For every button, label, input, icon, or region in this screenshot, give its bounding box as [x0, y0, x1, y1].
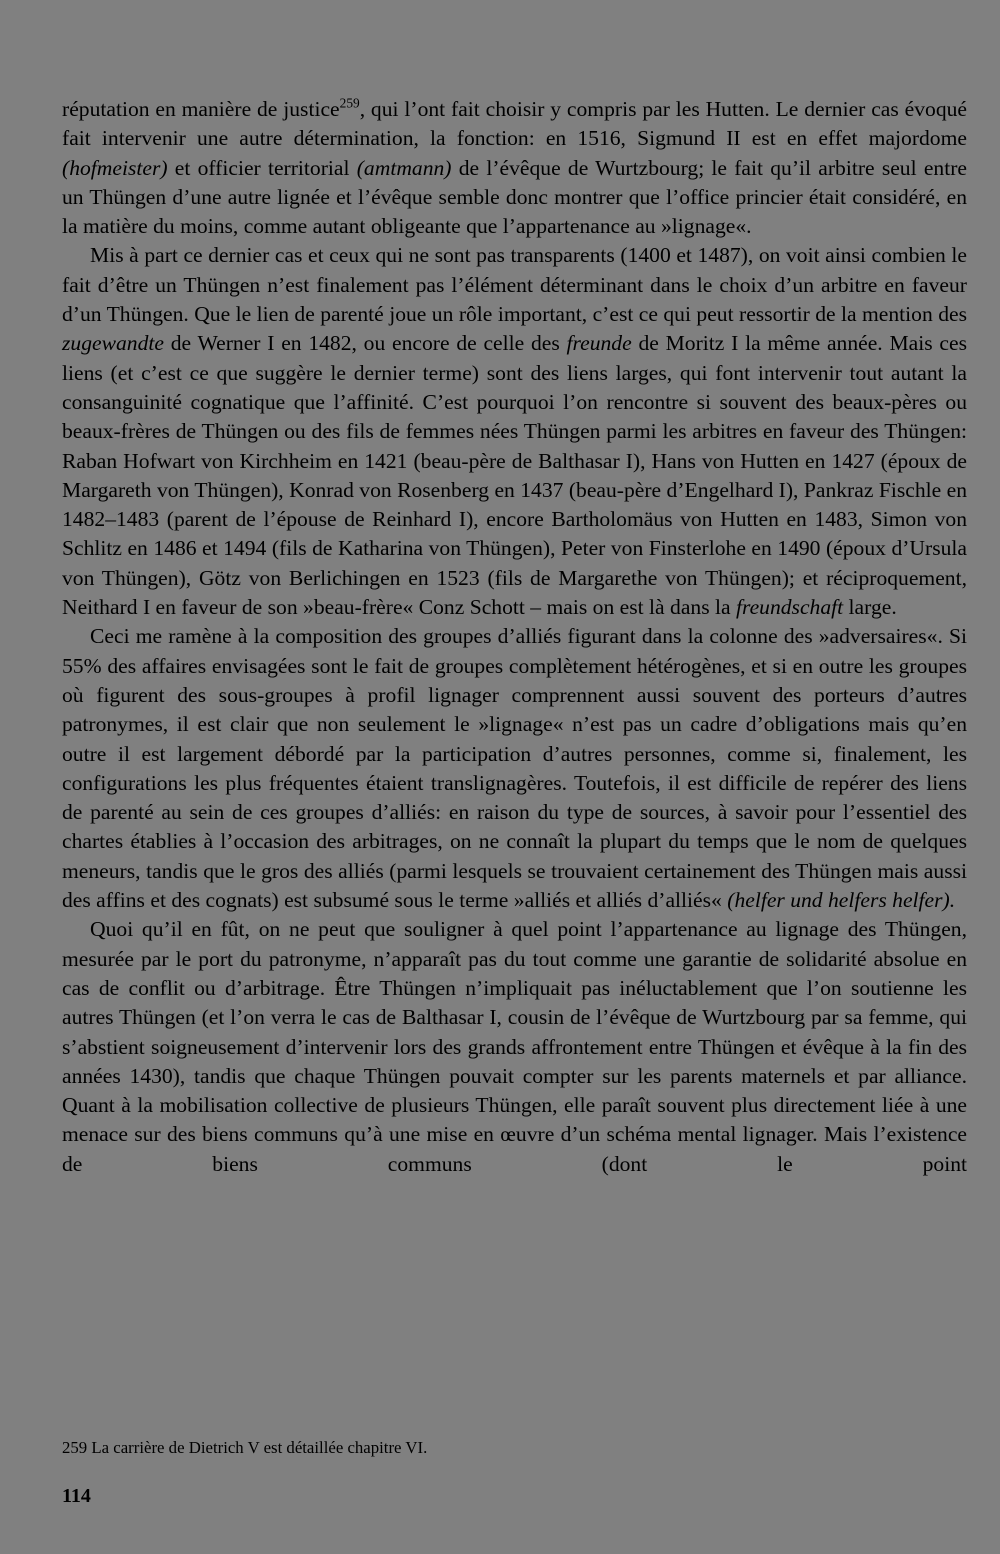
text-run: Quoi qu’il en fût, on ne peut que souligner à quel point l’appartenance au lignage des Thüngen, mesurée par le port du patronyme, n’apparaît pas du tout comme une garantie de solidarité absolue en cas de conflit ou d’arbitrage. Être Thüngen n’impliquait pas inéluctablement que l’on soutienne les autres Thüngen (et l’on verra le cas de Balthasar I, cousin de l’évêque de Wurtzbourg par sa femme, qui s’abstient soigneusement d’intervenir lors des grands affrontement entre Thüngen et évêque à la fin des années 1430), tandis que chaque Thüngen pouvait compter sur les parents maternels et par alliance. Quant à la mobilisation collective de plusieurs Thüngen, elle paraît souvent plus directement liée à une menace sur des biens communs qu’à une mise en œuvre d’un schéma mental lignager. Mais l’existence de biens communs (dont le point: [62, 917, 967, 1176]
text-run: , qui l’ont fait choisir y compris par les Hutten. Le dernier cas évoqué fait intervenir une autre détermination, la fonction: en 1516, Sigmund II est en effet majordome: [62, 97, 967, 151]
footnote-reference[interactable]: 259: [339, 95, 360, 111]
text-run: Mis à part ce dernier cas et ceux qui ne sont pas transparents (1400 et 1487), on voit ainsi combien le fait d’être un Thüngen n’est finalement pas l’élément déterminant dans le choix d’un arbitre en faveur d’un Thüngen. Que le lien de parenté joue un rôle important, c’est ce qui peut ressortir de la mention des: [62, 243, 967, 327]
italic-term: freundschaft: [735, 595, 844, 620]
page-number: 114: [62, 1485, 91, 1507]
text-run: large.: [843, 595, 897, 620]
text-run: réputation en manière de justice: [62, 97, 340, 121]
text-run: Ceci me ramène à la composition des groupes d’alliés figurant dans la colonne des »adversaires«. Si 55% des affaires envisagées sont le fait de groupes complètement hétérogènes, et si en outre les groupes où figurent des sous-groupes à profil lignager comprennent aussi souvent des porteurs d’autres patronymes, il est clair que non seulement le »lignage« n’est pas un cadre d’obligations mais qu’en outre il est largement débordé par la participation d’autres personnes, comme si, finalement, les configurations les plus fréquentes étaient translignagères. Toutefois, il est difficile de repérer des liens de parenté au sein de ces groupes d’alliés: en raison du type de sources, à savoir pour l’essentiel des chartes établies à l’occasion des arbitrages, on ne connaît la plupart du temps que le nom de quelques meneurs, tandis que le gros des alliés (parmi lesquels se trouvaient certainement des Thüngen mais aussi des affins et des cognats) est subsumé sous le terme »alliés et alliés d’alliés«: [62, 624, 967, 913]
text-run: de l’évêque de Wurtzbourg; le fait qu’il arbitre seul entre un Thüngen d’une autre lignée et l’évêque semble donc montrer que l’office princier était considéré, en la matière du moins, comme autant obligeante que l’appartenance au »lignage«.: [62, 155, 967, 239]
paragraph-3: [62, 622, 967, 915]
italic-term: freunde: [566, 331, 632, 356]
italic-term: (hofmeister): [62, 155, 168, 180]
footnote: 259 La carrière de Dietrich V est détaillée chapitre VI.: [62, 1438, 428, 1457]
text-run: et officier territorial: [167, 155, 357, 180]
text-run: de Moritz I la même année. Mais ces liens (et c’est ce que suggère le dernier terme) sont des liens larges, qui font intervenir tout autant la consanguinité cognatique que l’affinité. C’est pourquoi l’on rencontre si souvent des beaux-pères ou beaux-frères de Thüngen ou des fils de femmes nées Thüngen parmi les arbitres en faveur des Thüngen: Raban Hofwart von Kirchheim en 1421 (beau-père de Balthasar I), Hans von Hutten en 1427 (époux de Margareth von Thüngen), Konrad von Rosenberg en 1437 (beau-père d’Engelhard I), Pankraz Fischle en 1482–1483 (parent de l’épouse de Reinhard I), encore Bartholomäus von Hutten en 1483, Simon von Schlitz en 1486 et 1494 (fils de Katharina von Thüngen), Peter von Finsterlohe en 1490 (époux d’Ursula von Thüngen), Götz von Berlichingen en 1523 (fils de Margarethe von Thüngen); et réciproquement, Neithard I en faveur de son »beau-frère« Conz Schott – mais on est là dans la: [62, 331, 967, 620]
italic-term: (amtmann): [356, 155, 452, 180]
paragraph-2: [62, 241, 967, 622]
page-body: [62, 95, 967, 1179]
italic-term: (helfer und helfers helfer).: [727, 888, 956, 913]
paragraph-1: [62, 95, 967, 241]
italic-term: zugewandte: [62, 331, 164, 356]
paragraph-4: [62, 915, 967, 1179]
text-run: de Werner I en 1482, ou encore de celle des: [163, 331, 567, 356]
